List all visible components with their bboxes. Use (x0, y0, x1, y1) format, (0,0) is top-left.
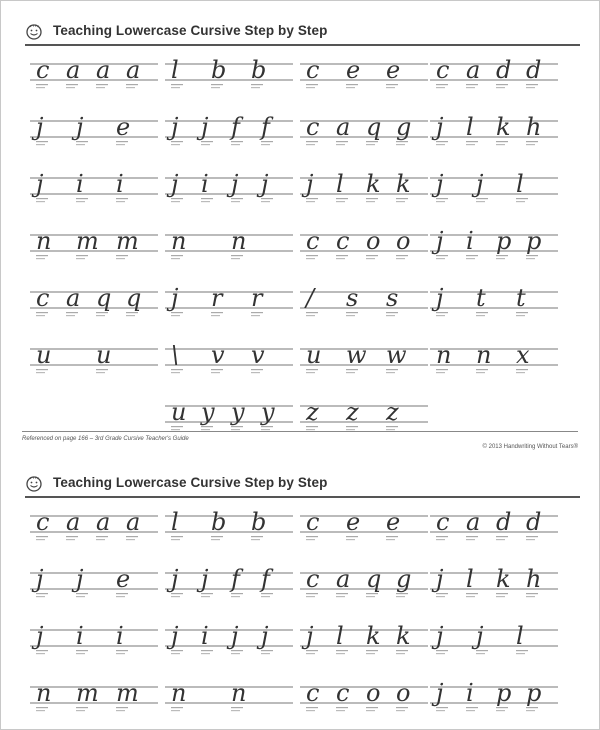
cursive-step-glyph: c (336, 679, 350, 707)
cursive-step-glyph: l (466, 113, 474, 141)
handwriting-lines (300, 502, 430, 548)
cursive-step-glyph: p (526, 227, 542, 255)
cursive-step-glyph: j (171, 284, 179, 312)
handwriting-lines (165, 107, 295, 153)
cursive-step-glyph: k (496, 113, 511, 141)
letter-cell-s (300, 278, 430, 324)
cursive-step-glyph: k (366, 170, 381, 198)
cursive-step-glyph: i (466, 227, 474, 255)
cursive-step-glyph: q (366, 565, 382, 593)
cursive-step-glyph: l (171, 508, 179, 536)
handwriting-lines (300, 221, 430, 267)
letter-cell-o (300, 221, 430, 267)
cursive-step-glyph: a (66, 284, 81, 312)
cursive-step-glyph: i (76, 622, 84, 650)
letter-cell-k (300, 164, 430, 210)
cursive-step-glyph: j (171, 113, 179, 141)
cursive-step-glyph: y (201, 398, 215, 426)
cursive-step-glyph: n (436, 341, 452, 369)
cursive-step-glyph: j (306, 170, 314, 198)
cursive-step-glyph: j (476, 622, 484, 650)
handwriting-lines (30, 616, 160, 662)
cursive-step-glyph: j (476, 170, 484, 198)
letter-cell-e (30, 107, 160, 153)
cursive-step-glyph: j (201, 565, 209, 593)
cursive-step-glyph: i (466, 679, 474, 707)
page-title: Teaching Lowercase Cursive Step by Step (53, 23, 328, 38)
letter-cell-i (30, 164, 160, 210)
handwriting-lines (430, 278, 560, 324)
cursive-step-glyph: o (366, 679, 381, 707)
cursive-step-glyph: i (201, 170, 209, 198)
cursive-step-glyph: a (96, 56, 111, 84)
cursive-step-glyph: q (96, 284, 112, 312)
cursive-step-glyph: o (396, 227, 411, 255)
letter-cell-i (30, 616, 160, 662)
cursive-step-glyph: k (396, 622, 411, 650)
handwriting-lines (300, 278, 430, 324)
cursive-step-glyph: p (496, 679, 512, 707)
cursive-step-glyph: l (516, 170, 524, 198)
letter-cell-l (430, 616, 560, 662)
letter-cell-a (30, 502, 160, 548)
cursive-step-glyph: j (201, 113, 209, 141)
handwriting-lines (30, 50, 160, 96)
worksheet-1 (0, 20, 600, 460)
handwriting-lines (430, 164, 560, 210)
smiley-face-icon (25, 22, 43, 40)
cursive-step-glyph: g (396, 565, 412, 593)
cursive-step-glyph: l (516, 622, 524, 650)
cursive-step-glyph: o (366, 227, 381, 255)
cursive-step-glyph: l (336, 622, 344, 650)
cursive-step-glyph: j (306, 622, 314, 650)
letter-cell-p (430, 221, 560, 267)
letter-cell-q (30, 278, 160, 324)
cursive-step-glyph: c (436, 508, 450, 536)
letter-cell-j (165, 164, 295, 210)
cursive-step-glyph: q (366, 113, 382, 141)
cursive-step-glyph: i (201, 622, 209, 650)
cursive-step-glyph: n (36, 227, 52, 255)
cursive-step-glyph: u (96, 341, 112, 369)
worksheet-header (25, 472, 580, 494)
cursive-step-glyph: b (251, 508, 267, 536)
cursive-step-glyph: e (346, 508, 361, 536)
cursive-step-glyph: a (336, 113, 351, 141)
handwriting-lines (165, 278, 295, 324)
cursive-step-glyph: j (76, 565, 84, 593)
handwriting-lines (300, 50, 430, 96)
cursive-step-glyph: m (116, 227, 139, 255)
cursive-step-glyph: c (306, 227, 320, 255)
cursive-step-glyph: n (476, 341, 492, 369)
cursive-step-glyph: w (386, 341, 407, 369)
cursive-step-glyph: k (396, 170, 411, 198)
cursive-step-glyph: j (171, 565, 179, 593)
cursive-step-glyph: c (36, 56, 50, 84)
cursive-step-glyph: a (336, 565, 351, 593)
cursive-step-glyph: n (171, 227, 187, 255)
letter-cell-g (300, 107, 430, 153)
cursive-step-glyph: j (261, 622, 269, 650)
cursive-step-glyph: v (211, 341, 225, 369)
cursive-step-glyph: b (211, 56, 227, 84)
cursive-step-glyph: j (436, 284, 444, 312)
letter-cell-m (30, 673, 160, 719)
cursive-step-glyph: m (76, 227, 99, 255)
cursive-step-glyph: j (36, 622, 44, 650)
letter-cell-h (430, 107, 560, 153)
cursive-step-glyph: m (116, 679, 139, 707)
letter-cell-j (165, 616, 295, 662)
cursive-step-glyph: c (306, 679, 320, 707)
cursive-step-glyph: c (436, 56, 450, 84)
cursive-step-glyph: c (36, 508, 50, 536)
letter-cell-w (300, 335, 430, 381)
worksheet-header (25, 20, 580, 42)
letter-cell-v (165, 335, 295, 381)
cursive-step-glyph: t (476, 284, 486, 312)
cursive-step-glyph: j (436, 622, 444, 650)
letter-cell-x (430, 335, 560, 381)
cursive-step-glyph: j (231, 622, 239, 650)
handwriting-lines (165, 335, 295, 381)
cursive-step-glyph: f (231, 113, 240, 141)
cursive-step-glyph: e (386, 56, 401, 84)
letter-cell-o (300, 673, 430, 719)
cursive-step-glyph: \ (171, 341, 180, 369)
cursive-step-glyph: k (496, 565, 511, 593)
letter-cell-n (165, 221, 295, 267)
cursive-step-glyph: e (116, 565, 131, 593)
handwriting-lines (165, 50, 295, 96)
letter-cell-k (300, 616, 430, 662)
cursive-step-glyph: i (116, 622, 124, 650)
letter-cell-b (165, 50, 295, 96)
cursive-step-glyph: i (76, 170, 84, 198)
cursive-step-glyph: b (211, 508, 227, 536)
cursive-step-glyph: c (36, 284, 50, 312)
footer-rule (22, 431, 578, 432)
title-rule (25, 44, 580, 46)
cursive-step-glyph: y (261, 398, 275, 426)
cursive-step-glyph: u (171, 398, 187, 426)
handwriting-lines (430, 616, 560, 662)
footer-copyright: © 2013 Handwriting Without Tears® (482, 444, 578, 450)
letter-cell-e (300, 502, 430, 548)
letter-cell-m (30, 221, 160, 267)
cursive-step-glyph: m (76, 679, 99, 707)
handwriting-lines (165, 164, 295, 210)
cursive-step-glyph: j (171, 622, 179, 650)
cursive-step-glyph: n (36, 679, 52, 707)
cursive-step-glyph: f (261, 565, 270, 593)
letter-cell-r (165, 278, 295, 324)
cursive-step-glyph: j (436, 227, 444, 255)
letter-cell-b (165, 502, 295, 548)
handwriting-lines (165, 616, 295, 662)
cursive-step-glyph: a (126, 508, 141, 536)
cursive-step-glyph: v (251, 341, 265, 369)
cursive-step-glyph: h (526, 565, 542, 593)
letter-cell-f (165, 559, 295, 605)
cursive-step-glyph: w (346, 341, 367, 369)
cursive-step-glyph: c (306, 508, 320, 536)
cursive-step-glyph: f (231, 565, 240, 593)
cursive-step-glyph: q (126, 284, 142, 312)
letter-cell-t (430, 278, 560, 324)
cursive-step-glyph: c (306, 56, 320, 84)
cursive-step-glyph: s (386, 284, 399, 312)
cursive-step-glyph: x (516, 341, 530, 369)
cursive-step-glyph: j (36, 170, 44, 198)
cursive-step-glyph: d (526, 508, 542, 536)
cursive-step-glyph: a (66, 56, 81, 84)
cursive-step-glyph: c (306, 565, 320, 593)
cursive-step-glyph: d (496, 56, 512, 84)
cursive-step-glyph: j (436, 679, 444, 707)
letter-cell-f (165, 107, 295, 153)
cursive-step-glyph: j (171, 170, 179, 198)
handwriting-lines (165, 502, 295, 548)
cursive-step-glyph: y (231, 398, 245, 426)
cursive-step-glyph: a (466, 508, 481, 536)
cursive-step-glyph: j (436, 565, 444, 593)
letter-cell-g (300, 559, 430, 605)
handwriting-lines (30, 502, 160, 548)
cursive-step-glyph: i (116, 170, 124, 198)
cursive-step-glyph: r (251, 284, 263, 312)
letter-cell-u (30, 335, 160, 381)
title-rule (25, 496, 580, 498)
cursive-step-glyph: p (496, 227, 512, 255)
cursive-step-glyph: p (526, 679, 542, 707)
cursive-step-glyph: n (231, 227, 247, 255)
cursive-step-glyph: c (306, 113, 320, 141)
letter-cell-e (30, 559, 160, 605)
cursive-step-glyph: j (261, 170, 269, 198)
cursive-step-glyph: l (336, 170, 344, 198)
letter-cell-l (430, 164, 560, 210)
cursive-step-glyph: j (36, 565, 44, 593)
cursive-step-glyph: a (126, 56, 141, 84)
cursive-step-glyph: a (66, 508, 81, 536)
cursive-step-glyph: k (366, 622, 381, 650)
smiley-face-icon (25, 474, 43, 492)
cursive-step-glyph: e (346, 56, 361, 84)
letter-cell-n (165, 673, 295, 719)
cursive-step-glyph: d (526, 56, 542, 84)
cursive-step-glyph: n (171, 679, 187, 707)
cursive-step-glyph: c (336, 227, 350, 255)
cursive-step-glyph: d (496, 508, 512, 536)
letter-cell-p (430, 673, 560, 719)
cursive-step-glyph: a (96, 508, 111, 536)
letter-cell-a (30, 50, 160, 96)
cursive-step-glyph: e (116, 113, 131, 141)
cursive-step-glyph: g (396, 113, 412, 141)
cursive-step-glyph: u (36, 341, 52, 369)
cursive-step-glyph: r (211, 284, 223, 312)
cursive-step-glyph: h (526, 113, 542, 141)
cursive-step-glyph: e (386, 508, 401, 536)
cursive-step-glyph: l (171, 56, 179, 84)
cursive-step-glyph: j (436, 170, 444, 198)
cursive-step-glyph: n (231, 679, 247, 707)
worksheet-2 (0, 472, 600, 730)
footer-reference: Referenced on page 166 – 3rd Grade Cursive Teacher's Guide (22, 436, 189, 442)
cursive-step-glyph: z (386, 398, 399, 426)
cursive-step-glyph: u (306, 341, 322, 369)
cursive-step-glyph: s (346, 284, 359, 312)
letter-cell-d (430, 50, 560, 96)
handwriting-lines (30, 559, 160, 605)
handwriting-lines (300, 673, 430, 719)
cursive-step-glyph: j (231, 170, 239, 198)
cursive-step-glyph: a (466, 56, 481, 84)
cursive-step-glyph: z (306, 398, 319, 426)
cursive-step-glyph: j (436, 113, 444, 141)
cursive-step-glyph: b (251, 56, 267, 84)
letter-cell-e (300, 50, 430, 96)
cursive-step-glyph: f (261, 113, 270, 141)
handwriting-lines (165, 559, 295, 605)
cursive-step-glyph: j (36, 113, 44, 141)
page-title: Teaching Lowercase Cursive Step by Step (53, 475, 328, 490)
cursive-step-glyph: o (396, 679, 411, 707)
letter-cell-h (430, 559, 560, 605)
cursive-step-glyph: z (346, 398, 359, 426)
cursive-step-glyph: / (306, 284, 315, 312)
handwriting-lines (30, 107, 160, 153)
cursive-step-glyph: j (76, 113, 84, 141)
cursive-step-glyph: l (466, 565, 474, 593)
letter-cell-d (430, 502, 560, 548)
cursive-step-glyph: t (516, 284, 526, 312)
handwriting-lines (30, 164, 160, 210)
